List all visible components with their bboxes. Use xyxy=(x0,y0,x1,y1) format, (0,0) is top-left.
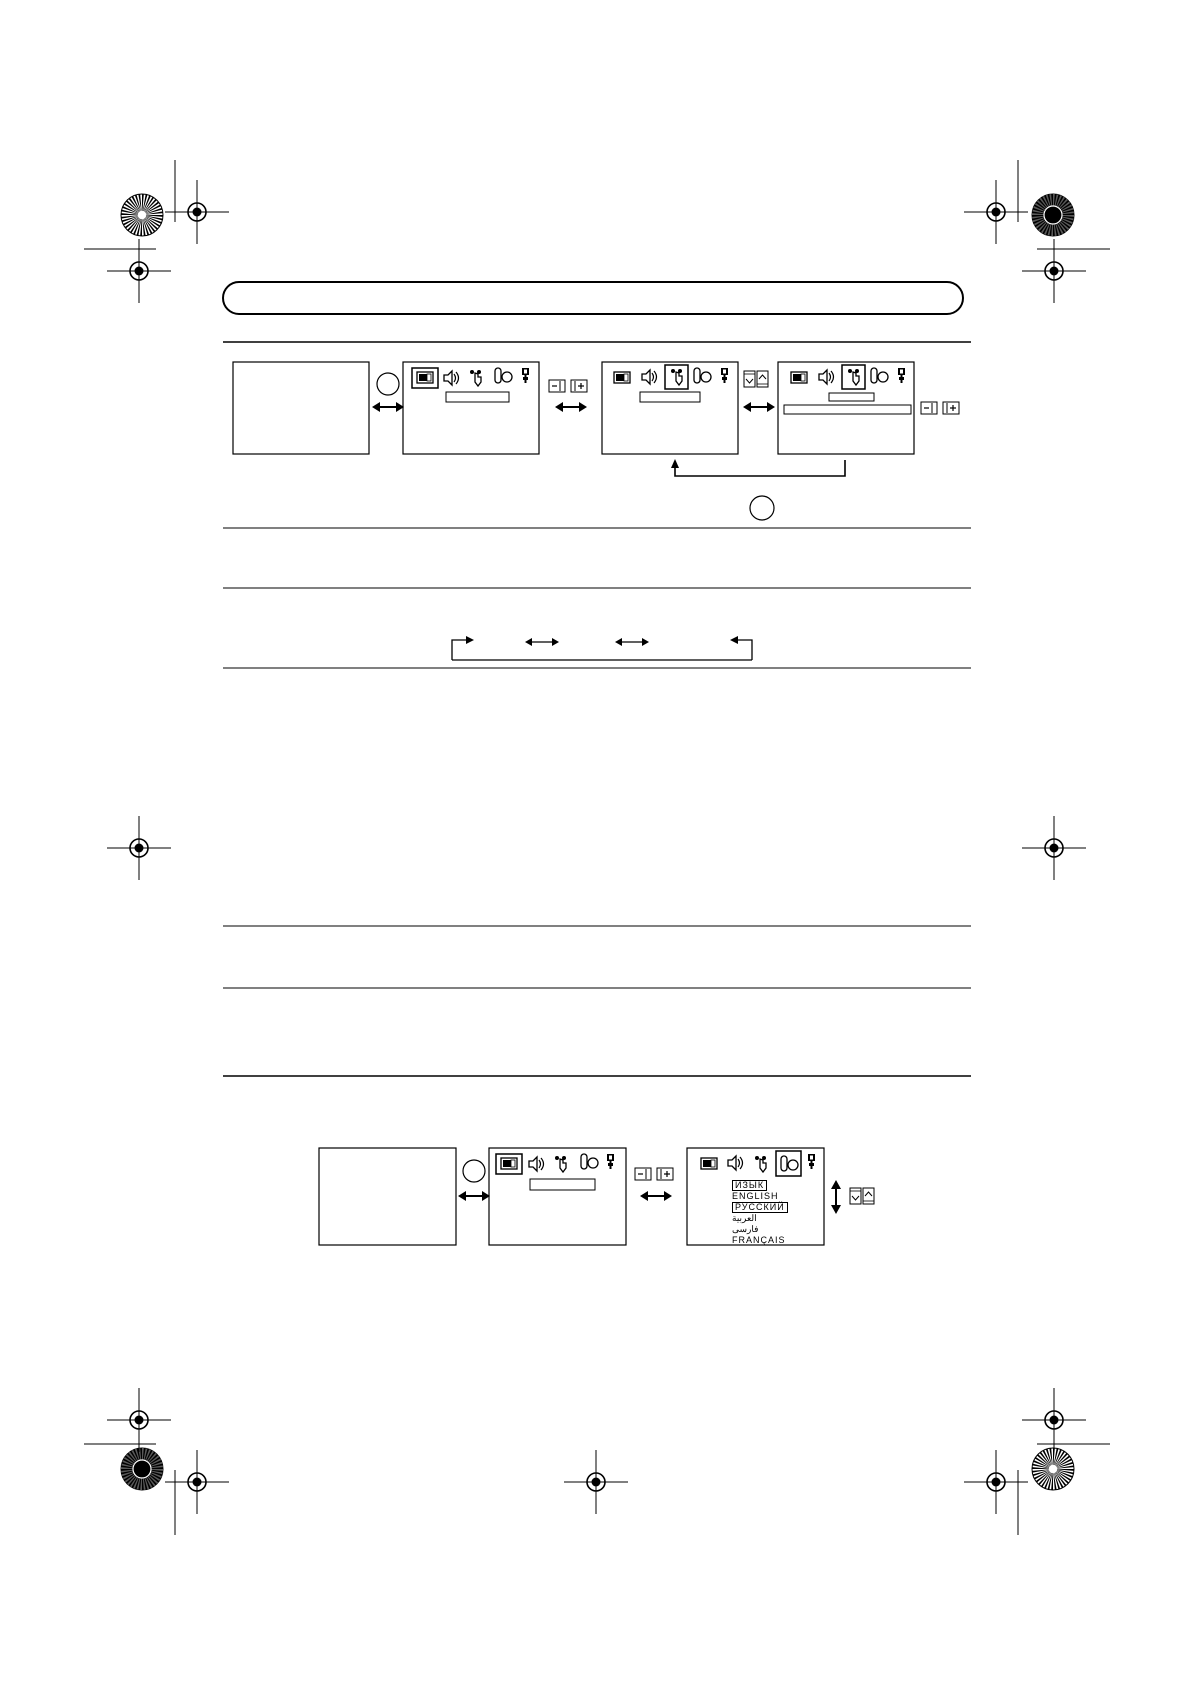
sound-icon xyxy=(819,370,834,384)
rosette-bottom-right xyxy=(1032,1448,1074,1490)
menu-button-icon xyxy=(377,373,399,395)
language-flow-diagram xyxy=(319,1148,874,1245)
picture-icon xyxy=(791,372,807,383)
sound-icon xyxy=(529,1157,544,1171)
feature-icon xyxy=(848,369,859,385)
crop-marks xyxy=(84,160,1110,1535)
double-arrow-icon xyxy=(555,402,587,412)
registration-mark xyxy=(1022,816,1086,880)
picture-icon xyxy=(501,1158,517,1169)
language-option[interactable]: РУССКИЙ xyxy=(732,1202,788,1213)
language-option[interactable]: FRANÇAIS xyxy=(732,1235,786,1245)
menu-button-icon xyxy=(750,496,774,520)
language-icon xyxy=(495,368,512,383)
double-arrow-icon xyxy=(743,402,775,412)
feature-icon xyxy=(755,1156,766,1172)
registration-mark xyxy=(107,816,171,880)
double-arrow-icon xyxy=(640,1191,672,1201)
language-icon xyxy=(871,368,888,383)
tv-screen-main-menu xyxy=(489,1148,626,1245)
sound-icon xyxy=(642,370,657,384)
registration-mark xyxy=(564,1450,628,1514)
sound-icon xyxy=(444,371,459,385)
feature-icon xyxy=(470,370,481,386)
language-option[interactable]: العربية xyxy=(732,1213,757,1223)
picture-icon xyxy=(614,372,630,383)
tv-screen-feature-menu xyxy=(602,362,738,454)
double-arrow-icon xyxy=(458,1191,490,1201)
section-header-box xyxy=(223,282,963,314)
rosette-top-right xyxy=(1032,194,1074,236)
setup-icon xyxy=(898,368,905,383)
menu-title-bar xyxy=(829,393,874,401)
setup-icon xyxy=(522,368,529,383)
double-arrow-icon xyxy=(372,402,404,412)
picture-icon xyxy=(701,1158,717,1169)
feature-icon xyxy=(671,369,682,385)
tv-screen-feature-submenu xyxy=(778,362,914,454)
minus-plus-buttons-icon xyxy=(549,380,587,392)
language-option[interactable]: ИЗЫК xyxy=(732,1180,767,1191)
rosette-top-left xyxy=(121,194,163,236)
menu-title-bar xyxy=(446,392,509,402)
up-down-buttons-icon xyxy=(850,1188,874,1204)
setup-icon xyxy=(808,1154,815,1169)
language-option[interactable]: فارسی xyxy=(732,1224,759,1234)
rosette-bottom-left xyxy=(121,1448,163,1490)
setup-icon xyxy=(607,1154,614,1169)
menu-title-bar xyxy=(640,392,700,402)
tv-screen-blank xyxy=(319,1148,456,1245)
language-icon xyxy=(694,368,711,383)
mode-cycle-diagram xyxy=(452,636,752,660)
menu-title-bar xyxy=(530,1179,595,1190)
minus-plus-buttons-icon xyxy=(921,402,959,414)
tv-screen-blank xyxy=(233,362,369,454)
setup-icon xyxy=(721,368,728,383)
minus-plus-buttons-icon xyxy=(635,1168,673,1180)
menu-button-icon xyxy=(463,1160,485,1182)
return-arrow xyxy=(675,460,845,476)
language-icon xyxy=(581,1154,598,1169)
menu-flow-diagram xyxy=(233,362,959,520)
registration-mark xyxy=(1022,1388,1086,1452)
setting-bar xyxy=(784,405,911,414)
section-dividers xyxy=(223,342,971,1076)
tv-screen-main-menu xyxy=(403,362,539,454)
up-down-buttons-icon xyxy=(744,371,768,387)
registration-mark xyxy=(107,1388,171,1452)
picture-icon xyxy=(417,372,433,383)
sound-icon xyxy=(728,1156,743,1170)
language-icon xyxy=(781,1156,798,1171)
feature-icon xyxy=(555,1156,566,1172)
language-option[interactable]: ENGLISH xyxy=(732,1191,779,1201)
